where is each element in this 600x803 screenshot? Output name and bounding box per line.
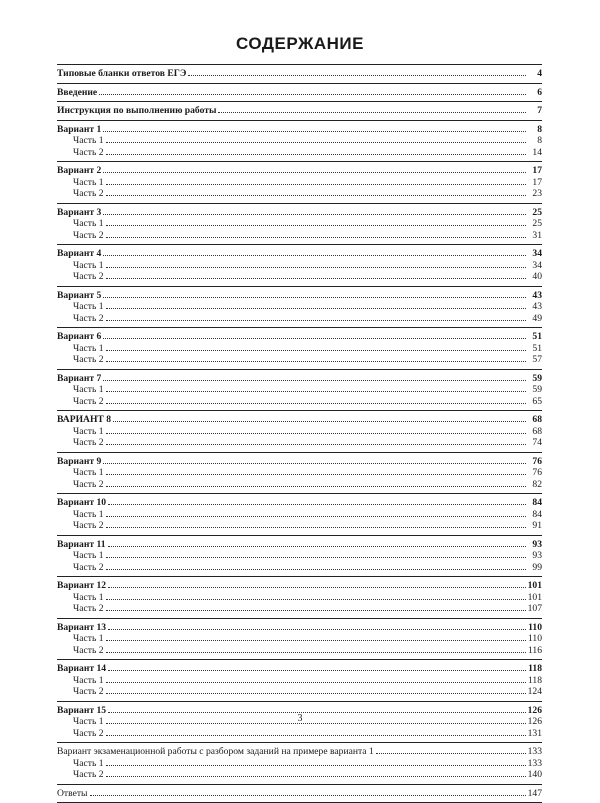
toc-entry-label: Часть 2: [57, 230, 104, 242]
toc-entry-page: 57: [528, 354, 542, 366]
toc-subentry[interactable]: [57, 591, 542, 603]
toc-entry-page: 91: [528, 520, 542, 532]
toc-entry-page: 76: [528, 456, 542, 468]
dot-leader: [106, 176, 526, 185]
dot-leader: [106, 300, 526, 309]
toc-subentry[interactable]: [57, 632, 542, 644]
toc-entry-page: 4: [528, 68, 542, 80]
toc-group: [57, 410, 542, 452]
toc-entry-label: Часть 2: [57, 271, 104, 283]
toc-group: [57, 618, 542, 660]
dot-leader: [106, 229, 526, 238]
dot-leader: [106, 353, 526, 362]
toc-group: [57, 535, 542, 577]
dot-leader: [188, 67, 526, 76]
dot-leader: [103, 289, 526, 298]
toc-subentry[interactable]: [57, 519, 542, 531]
toc-subentry[interactable]: [57, 353, 542, 365]
toc-subentry[interactable]: [57, 685, 542, 697]
dot-leader: [106, 674, 526, 683]
toc-entry-page: 84: [528, 497, 542, 509]
toc-entry-label: Часть 2: [57, 686, 104, 698]
toc-subentry[interactable]: [57, 727, 542, 739]
dot-leader: [106, 757, 526, 766]
toc-entry-label: ВАРИАНТ 8: [57, 414, 111, 426]
toc-subentry[interactable]: [57, 270, 542, 282]
toc-entry-label: Часть 1: [57, 509, 104, 521]
toc-entry-page: 147: [528, 788, 542, 800]
dot-leader: [108, 496, 526, 505]
toc-entry-label: Вариант 2: [57, 165, 101, 177]
dot-leader: [108, 662, 526, 671]
toc-entry-page: 49: [528, 313, 542, 325]
dot-leader: [106, 395, 526, 404]
dot-leader: [106, 549, 526, 558]
toc-subentry[interactable]: [57, 644, 542, 656]
page-number: 3: [0, 713, 600, 724]
toc-entry-label: Часть 1: [57, 467, 104, 479]
toc-subentry[interactable]: [57, 478, 542, 490]
dot-leader: [103, 455, 526, 464]
toc-entry-label: Вариант 1: [57, 124, 101, 136]
toc-subentry[interactable]: [57, 187, 542, 199]
toc-entry[interactable]: [57, 496, 542, 508]
toc-group: [57, 64, 542, 83]
toc-entry-label: Часть 1: [57, 550, 104, 562]
toc-entry-page: 118: [528, 675, 542, 687]
toc-group: [57, 493, 542, 535]
toc-subentry[interactable]: [57, 342, 542, 354]
toc-group: [57, 659, 542, 701]
toc-entry-page: 131: [528, 728, 542, 740]
toc-entry-label: Часть 1: [57, 592, 104, 604]
dot-leader: [99, 86, 526, 95]
dot-leader: [218, 104, 526, 113]
toc-entry-page: 116: [528, 645, 542, 657]
toc-entry-page: 124: [528, 686, 542, 698]
toc-entry-page: 68: [528, 426, 542, 438]
toc-entry-page: 17: [528, 177, 542, 189]
toc-entry[interactable]: [57, 413, 542, 425]
dot-leader: [106, 519, 526, 528]
toc-entry-label: Часть 1: [57, 177, 104, 189]
toc-entry-page: 51: [528, 331, 542, 343]
dot-leader: [106, 508, 526, 517]
toc-entry-page: 34: [528, 248, 542, 260]
toc-entry-page: 59: [528, 373, 542, 385]
toc-entry-page: 101: [528, 580, 542, 592]
toc-entry-page: 107: [528, 603, 542, 615]
dot-leader: [106, 436, 526, 445]
toc-subentry[interactable]: [57, 176, 542, 188]
toc-entry[interactable]: [57, 67, 542, 79]
toc-entry[interactable]: [57, 86, 542, 98]
toc-entry-label: Часть 1: [57, 426, 104, 438]
toc-entry[interactable]: [57, 455, 542, 467]
toc-entry-page: 82: [528, 479, 542, 491]
toc-entry[interactable]: [57, 164, 542, 176]
toc-entry-page: 68: [528, 414, 542, 426]
toc-entry-label: Часть 1: [57, 218, 104, 230]
toc-entry-page: 6: [528, 87, 542, 99]
toc-entry-label: Часть 1: [57, 716, 104, 728]
toc-entry-label: Вариант 5: [57, 290, 101, 302]
toc-entry-page: 40: [528, 271, 542, 283]
toc-subentry[interactable]: [57, 466, 542, 478]
dot-leader: [103, 206, 526, 215]
toc-group: [57, 120, 542, 162]
toc-entry-page: 7: [528, 105, 542, 117]
toc-entry-page: 25: [528, 207, 542, 219]
toc-entry[interactable]: [57, 289, 542, 301]
toc-entry-page: 43: [528, 290, 542, 302]
toc-entry-label: Часть 2: [57, 437, 104, 449]
toc-subentry[interactable]: [57, 561, 542, 573]
toc-entry-label: Часть 2: [57, 147, 104, 159]
dot-leader: [106, 685, 526, 694]
toc-subentry[interactable]: [57, 259, 542, 271]
toc-entry-label: Вариант 13: [57, 622, 106, 634]
toc-entry-page: 14: [528, 147, 542, 159]
dot-leader: [106, 383, 526, 392]
toc-entry-page: 74: [528, 437, 542, 449]
toc-entry[interactable]: [57, 787, 542, 799]
toc-entry-page: 76: [528, 467, 542, 479]
toc-entry-label: Вариант 9: [57, 456, 101, 468]
toc-entry[interactable]: [57, 104, 542, 116]
toc-entry[interactable]: [57, 579, 542, 591]
toc-entry-page: 93: [528, 539, 542, 551]
dot-leader: [106, 259, 526, 268]
toc-entry-label: Часть 1: [57, 301, 104, 313]
toc-subentry[interactable]: [57, 300, 542, 312]
toc-entry-page: 133: [528, 758, 542, 770]
dot-leader: [113, 413, 526, 422]
toc-group: [57, 576, 542, 618]
toc-entry-page: 51: [528, 343, 542, 355]
toc-entry-page: 65: [528, 396, 542, 408]
toc-entry-label: Часть 2: [57, 603, 104, 615]
toc-entry[interactable]: [57, 621, 542, 633]
dot-leader: [106, 644, 526, 653]
toc-entry-label: Вариант экзаменационной работы с разбором заданий на примере варианта 1: [57, 746, 374, 758]
toc-entry-label: Ответы: [57, 788, 88, 800]
toc-entry-label: Часть 1: [57, 260, 104, 272]
toc-entry-label: Часть 1: [57, 633, 104, 645]
dot-leader: [106, 602, 526, 611]
toc-entry-page: 31: [528, 230, 542, 242]
toc-entry-page: 140: [528, 769, 542, 781]
toc-group: [57, 244, 542, 286]
page-title: СОДЕРЖАНИЕ: [0, 34, 600, 54]
toc-entry-label: Инструкция по выполнению работы: [57, 105, 216, 117]
toc-entry-label: Часть 2: [57, 396, 104, 408]
toc-entry-label: Вариант 12: [57, 580, 106, 592]
toc-entry[interactable]: [57, 206, 542, 218]
toc-subentry[interactable]: [57, 436, 542, 448]
toc-subentry[interactable]: [57, 395, 542, 407]
toc-entry-page: 101: [528, 592, 542, 604]
toc-subentry[interactable]: [57, 383, 542, 395]
toc-entry-page: 25: [528, 218, 542, 230]
dot-leader: [106, 425, 526, 434]
toc-entry-page: 93: [528, 550, 542, 562]
toc-group: [57, 452, 542, 494]
toc-entry-label: Часть 2: [57, 354, 104, 366]
toc-group: [57, 327, 542, 369]
dot-leader: [106, 342, 526, 351]
dot-leader: [106, 478, 526, 487]
dot-leader: [103, 164, 526, 173]
toc-group: [57, 286, 542, 328]
toc-group: [57, 203, 542, 245]
toc-entry-page: 17: [528, 165, 542, 177]
toc-entry-page: 110: [528, 622, 542, 634]
dot-leader: [106, 561, 526, 570]
toc-entry[interactable]: [57, 538, 542, 550]
dot-leader: [103, 247, 526, 256]
dot-leader: [106, 134, 526, 143]
toc-subentry[interactable]: [57, 425, 542, 437]
toc-subentry[interactable]: [57, 146, 542, 158]
dot-leader: [103, 372, 526, 381]
dot-leader: [106, 466, 526, 475]
toc-subentry[interactable]: [57, 508, 542, 520]
toc-group: [57, 83, 542, 102]
dot-leader: [106, 768, 526, 777]
dot-leader: [106, 146, 526, 155]
dot-leader: [108, 579, 526, 588]
toc-group: [57, 161, 542, 203]
dot-leader: [90, 787, 526, 796]
dot-leader: [106, 591, 526, 600]
toc-group: [57, 784, 542, 803]
toc-entry-page: 133: [528, 746, 542, 758]
toc-entry-page: 126: [528, 705, 542, 717]
toc-entry-label: Часть 1: [57, 343, 104, 355]
toc-subentry[interactable]: [57, 134, 542, 146]
dot-leader: [106, 312, 526, 321]
toc-entry-page: 43: [528, 301, 542, 313]
toc-group: [57, 101, 542, 120]
toc-subentry[interactable]: [57, 229, 542, 241]
toc-entry[interactable]: [57, 123, 542, 135]
dot-leader: [106, 727, 526, 736]
dot-leader: [108, 621, 526, 630]
toc-subentry[interactable]: [57, 312, 542, 324]
toc-subentry[interactable]: [57, 768, 542, 780]
toc-entry-page: 99: [528, 562, 542, 574]
toc-entry-label: Типовые бланки ответов ЕГЭ: [57, 68, 186, 80]
toc-subentry[interactable]: [57, 757, 542, 769]
toc-entry-label: Часть 2: [57, 562, 104, 574]
toc-entry-label: Вариант 3: [57, 207, 101, 219]
toc-entry-label: Часть 2: [57, 728, 104, 740]
toc-subentry[interactable]: [57, 674, 542, 686]
toc-entry-label: Часть 1: [57, 384, 104, 396]
dot-leader: [106, 187, 526, 196]
toc-entry-label: Вариант 10: [57, 497, 106, 509]
toc-entry-label: Вариант 6: [57, 331, 101, 343]
toc-entry[interactable]: [57, 247, 542, 259]
toc-entry-page: 59: [528, 384, 542, 396]
toc-entry-page: 110: [528, 633, 542, 645]
toc-entry[interactable]: [57, 330, 542, 342]
toc-subentry[interactable]: [57, 217, 542, 229]
toc-entry-label: Вариант 15: [57, 705, 106, 717]
toc-entry-label: Часть 1: [57, 758, 104, 770]
toc-group: [57, 742, 542, 784]
toc-subentry[interactable]: [57, 602, 542, 614]
dot-leader: [106, 270, 526, 279]
dot-leader: [108, 538, 526, 547]
toc-entry-page: 34: [528, 260, 542, 272]
toc-entry-page: 23: [528, 188, 542, 200]
toc-entry-label: Вариант 4: [57, 248, 101, 260]
toc-entry[interactable]: [57, 662, 542, 674]
toc-entry-page: 84: [528, 509, 542, 521]
toc-group: [57, 369, 542, 411]
toc-entry-label: Часть 2: [57, 645, 104, 657]
toc-entry-page: 126: [528, 716, 542, 728]
dot-leader: [103, 123, 526, 132]
dot-leader: [106, 217, 526, 226]
toc-entry-label: Вариант 11: [57, 539, 106, 551]
toc-entry-label: Часть 2: [57, 479, 104, 491]
table-of-contents: [57, 64, 542, 803]
toc-subentry[interactable]: [57, 549, 542, 561]
dot-leader: [103, 330, 526, 339]
toc-entry-label: Часть 2: [57, 313, 104, 325]
toc-entry-label: Часть 2: [57, 188, 104, 200]
toc-entry-page: 8: [528, 135, 542, 147]
toc-entry-page: 118: [528, 663, 542, 675]
toc-entry-label: Введение: [57, 87, 97, 99]
toc-entry-page: 8: [528, 124, 542, 136]
toc-entry-label: Часть 1: [57, 135, 104, 147]
toc-entry-label: Вариант 14: [57, 663, 106, 675]
toc-entry-label: Часть 2: [57, 769, 104, 781]
toc-entry-label: Вариант 7: [57, 373, 101, 385]
dot-leader: [108, 704, 526, 713]
toc-entry[interactable]: [57, 372, 542, 384]
toc-entry-label: Часть 2: [57, 520, 104, 532]
toc-entry[interactable]: [57, 745, 542, 757]
dot-leader: [106, 632, 526, 641]
toc-entry-label: Часть 1: [57, 675, 104, 687]
